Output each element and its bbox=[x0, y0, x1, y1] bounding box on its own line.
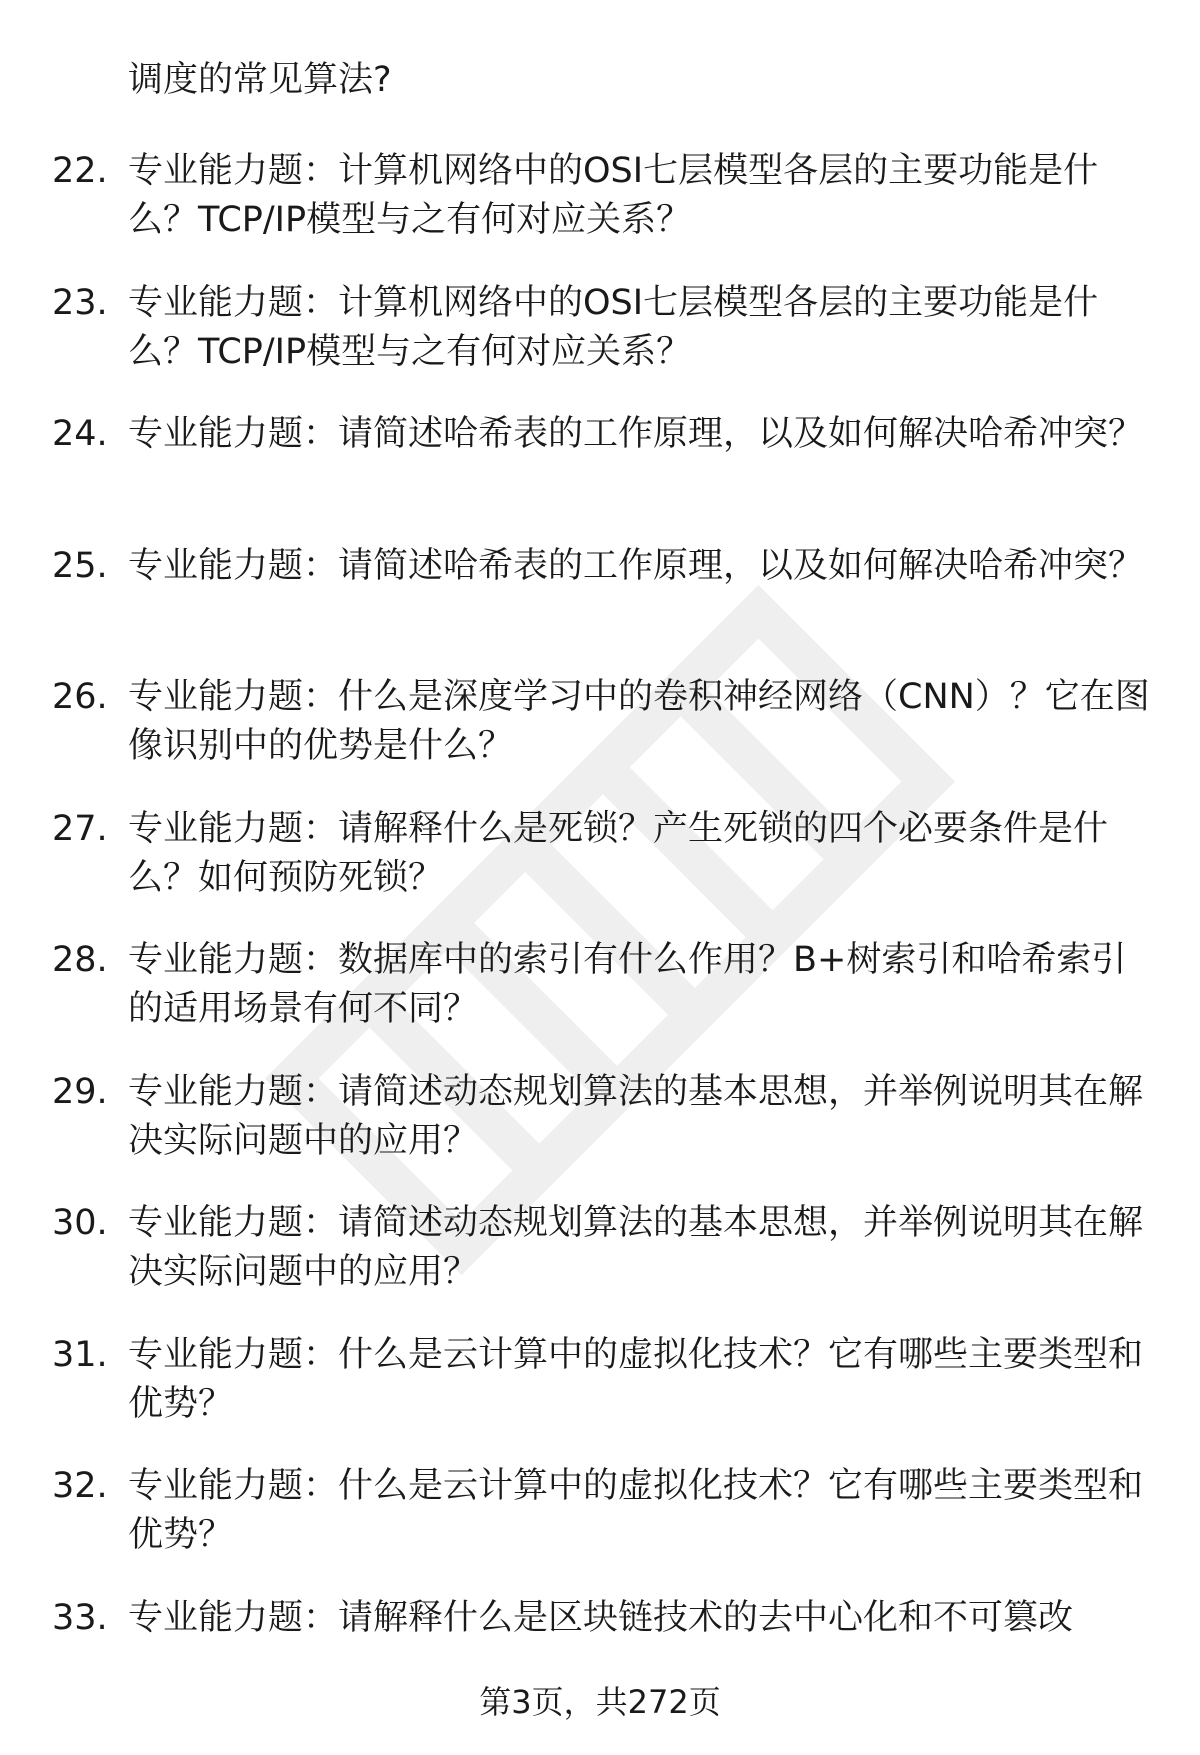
list-item bbox=[0, 1068, 1200, 1200]
list-item bbox=[0, 805, 1200, 937]
question-number: 23. bbox=[52, 282, 108, 323]
question-text: 专业能力题：请解释什么是死锁？产生死锁的四个必要条件是什么？如何预防死锁？ bbox=[128, 808, 1109, 898]
question-text: 专业能力题：计算机网络中的OSI七层模型各层的主要功能是什么？TCP/IP模型与之有何对应关系？ bbox=[128, 282, 1099, 372]
question-text: 专业能力题：什么是深度学习中的卷积神经网络（CNN）？它在图像识别中的优势是什么？ bbox=[128, 677, 1150, 766]
list-item bbox=[0, 279, 1200, 411]
question-number: 30. bbox=[52, 1203, 108, 1243]
question-text: 专业能力题：请简述哈希表的工作原理，以及如何解决哈希冲突？ bbox=[128, 414, 1144, 454]
list-item bbox=[0, 1462, 1200, 1594]
question-number: 29. bbox=[52, 1071, 108, 1112]
question-text: 专业能力题：计算机网络中的OSI七层模型各层的主要功能是什么？TCP/IP模型与之有何对应关系？ bbox=[128, 151, 1099, 240]
question-text: 专业能力题：什么是云计算中的虚拟化技术？它有哪些主要类型和优势？ bbox=[128, 1466, 1144, 1555]
question-number: 32. bbox=[52, 1466, 108, 1506]
question-list bbox=[0, 147, 1200, 1725]
question-text: 专业能力题：请简述动态规划算法的基本思想，并举例说明其在解决实际问题中的应用？ bbox=[128, 1203, 1144, 1292]
list-item bbox=[0, 542, 1200, 674]
question-number: 27. bbox=[52, 808, 108, 849]
question-number: 28. bbox=[52, 940, 108, 980]
question-text: 专业能力题：请简述动态规划算法的基本思想，并举例说明其在解决实际问题中的应用？ bbox=[128, 1071, 1144, 1161]
list-item bbox=[0, 147, 1200, 279]
question-text: 专业能力题：请解释什么是区块链技术的去中心化和不可篡改 bbox=[128, 1597, 1074, 1638]
question-number: 26. bbox=[52, 677, 108, 717]
question-number: 22. bbox=[52, 151, 108, 191]
question-text: 专业能力题：请简述哈希表的工作原理，以及如何解决哈希冲突？ bbox=[128, 545, 1144, 586]
list-item bbox=[0, 1199, 1200, 1331]
continued-question-text: 调度的常见算法? bbox=[128, 60, 392, 100]
question-text: 专业能力题：数据库中的索引有什么作用？B+树索引和哈希索引的适用场景有何不同？ bbox=[128, 940, 1127, 1029]
question-number: 33. bbox=[52, 1597, 108, 1638]
list-item bbox=[0, 410, 1200, 542]
question-number: 25. bbox=[52, 545, 108, 586]
list-item bbox=[0, 936, 1200, 1068]
list-item bbox=[0, 1331, 1200, 1463]
question-number: 31. bbox=[52, 1334, 108, 1375]
question-text: 专业能力题：什么是云计算中的虚拟化技术？它有哪些主要类型和优势？ bbox=[128, 1334, 1144, 1424]
list-item bbox=[0, 673, 1200, 805]
page-footer: 第3页，共272页 bbox=[479, 1683, 721, 1721]
question-number: 24. bbox=[52, 414, 108, 454]
